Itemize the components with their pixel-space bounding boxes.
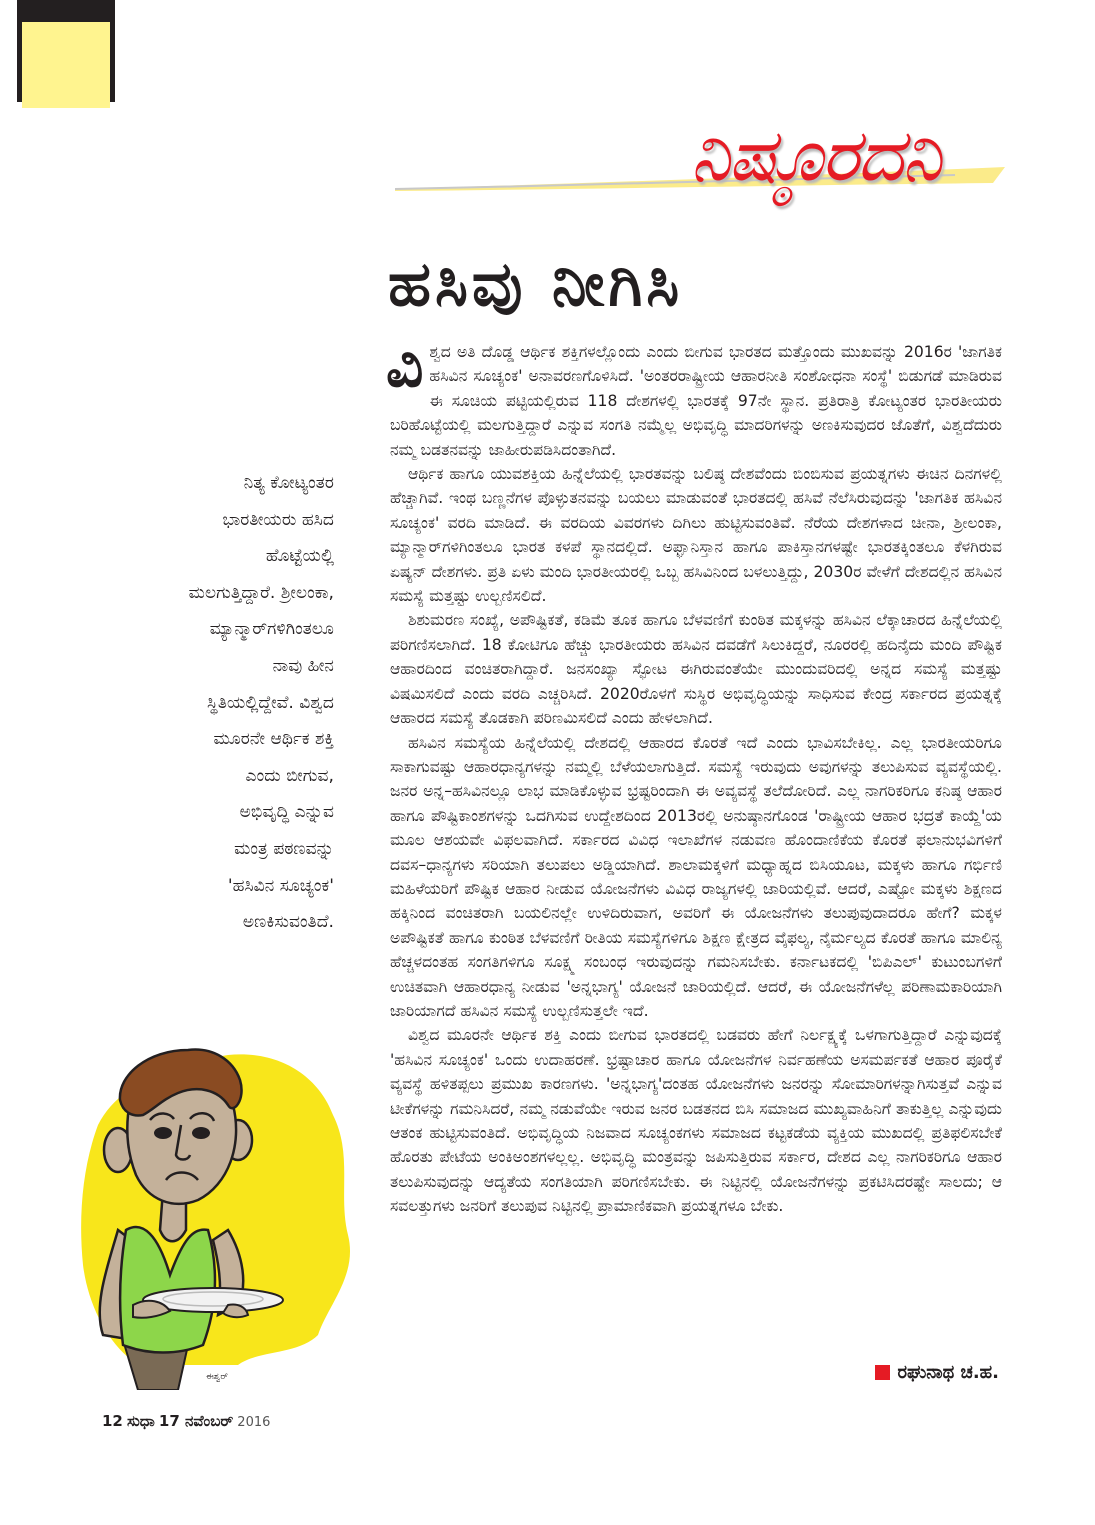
article-body (386, 332, 1002, 1219)
paragraph: ವಿಶ್ವದ ಅತಿ ದೊಡ್ಡ ಆರ್ಥಿಕ ಶಕ್ತಿಗಳಲ್ಲೊಂದು ಎಂದು ಬೀಗುವ ಭಾರತದ ಮತ್ತೊಂದು ಮುಖವನ್ನು 2016ರ 'ಜಾಗತಿಕ ಹಸಿವಿನ ಸೂಚ್ಯಂಕ' ಅನಾವರಣಗೊಳಿಸಿದೆ. 'ಅಂತರರಾಷ್ಟ್ರೀಯ ಆಹಾರನೀತಿ ಸಂಶೋಧನಾ ಸಂಸ್ಥೆ' ಬಿಡುಗಡೆ ಮಾಡಿರುವ ಈ ಸೂಚಿಯ ಪಟ್ಟಿಯಲ್ಲಿರುವ 118 ದೇಶಗಳಲ್ಲಿ ಭಾರತಕ್ಕೆ 97ನೇ ಸ್ಥಾನ. ಪ್ರತಿರಾತ್ರಿ ಕೋಟ್ಯಂತರ ಭಾರತೀಯರು ಬರಿಹೊಟ್ಟೆಯಲ್ಲಿ ಮಲಗುತ್ತಿದ್ದಾರೆ ಎನ್ನುವ ಸಂಗತಿ ನಮ್ಮೆಲ್ಲ ಅಭಿವೃದ್ಧಿ ಮಾದರಿಗಳನ್ನು ಅಣಕಿಸುವುದರ ಜೊತೆಗೆ, ವಿಶ್ವದೆದುರು ನಮ್ಮ ಬಡತನವನ್ನು ಜಾಹೀರುಪಡಿಸಿದಂತಾಗಿದೆ. (386, 332, 1002, 459)
pull-quote-line: ಅಣಕಿಸುವಂತಿದೆ. (242, 912, 334, 933)
paragraph: ಹಸಿವಿನ ಸಮಸ್ಯೆಯ ಹಿನ್ನೆಲೆಯಲ್ಲಿ ದೇಶದಲ್ಲಿ ಆಹಾರದ ಕೊರತೆ ಇದೆ ಎಂದು ಭಾವಿಸಬೇಕಿಲ್ಲ. ಎಲ್ಲ ಭಾರತೀಯರಿಗೂ ಸಾಕಾಗುವಷ್ಟು ಆಹಾರಧಾನ್ಯಗಳನ್ನು ನಮ್ಮಲ್ಲಿ ಬೆಳೆಯಲಾಗುತ್ತಿದೆ. ಸಮಸ್ಯೆ ಇರುವುದು ಅವುಗಳನ್ನು ತಲುಪಿಸುವ ವ್ಯವಸ್ಥೆಯಲ್ಲಿ. ಜನರ ಅನ್ನ–ಹಸಿವಿನಲ್ಲೂ ಲಾಭ ಮಾಡಿಕೊಳ್ಳುವ ಭ್ರಷ್ಟರಿಂದಾಗಿ ಈ ಅವ್ಯವಸ್ಥೆ ತಲೆದೋರಿದೆ. ಎಲ್ಲ ನಾಗರಿಕರಿಗೂ ಕನಿಷ್ಠ ಆಹಾರ ಹಾಗೂ ಪೌಷ್ಟಿಕಾಂಶಗಳನ್ನು ಒದಗಿಸುವ ಉದ್ದೇಶದಿಂದ 2013ರಲ್ಲಿ ಅನುಷ್ಠಾನಗೊಂಡ 'ರಾಷ್ಟ್ರೀಯ ಆಹಾರ ಭದ್ರತೆ ಕಾಯ್ದೆ'ಯ ಮೂಲ ಆಶಯವೇ ವಿಫಲವಾಗಿದೆ. ಸರ್ಕಾರದ ವಿವಿಧ ಇಲಾಖೆಗಳ ನಡುವಣ ಹೊಂದಾಣಿಕೆಯ ಕೊರತೆ ಫಲಾನುಭವಿಗಳಿಗೆ ದವಸ–ಧಾನ್ಯಗಳು ಸರಿಯಾಗಿ ತಲುಪಲು ಅಡ್ಡಿಯಾಗಿದೆ. ಶಾಲಾಮಕ್ಕಳಿಗೆ ಮಧ್ಯಾಹ್ನದ ಬಿಸಿಯೂಟ, ಮಕ್ಕಳು ಹಾಗೂ ಗರ್ಭಿಣಿ ಮಹಿಳೆಯರಿಗೆ ಪೌಷ್ಟಿಕ ಆಹಾರ ನೀಡುವ ಯೋಜನೆಗಳು ವಿವಿಧ ರಾಜ್ಯಗಳಲ್ಲಿ ಜಾರಿಯಲ್ಲಿವೆ. ಆದರೆ, ಎಷ್ಟೋ ಮಕ್ಕಳು ಶಿಕ್ಷಣದ ಹಕ್ಕಿನಿಂದ ವಂಚಿತರಾಗಿ ಬಯಲಿನಲ್ಲೇ ಉಳಿದಿರುವಾಗ, ಅವರಿಗೆ ಈ ಯೋಜನೆಗಳು ತಲುಪುವುದಾದರೂ ಹೇಗೆ? ಮಕ್ಕಳ ಅಪೌಷ್ಟಿಕತೆ ಹಾಗೂ ಕುಂಠಿತ ಬೆಳವಣಿಗೆ ರೀತಿಯ ಸಮಸ್ಯೆಗಳಿಗೂ ಶಿಕ್ಷಣ ಕ್ಷೇತ್ರದ ವೈಫಲ್ಯ, ನೈರ್ಮಲ್ಯದ ಕೊರತೆ ಹಾಗೂ ಮಾಲಿನ್ಯ ಹೆಚ್ಚಳದಂತಹ ಸಂಗತಿಗಳಿಗೂ ಸೂಕ್ಷ್ಮ ಸಂಬಂಧ ಇರುವುದನ್ನು ಗಮನಿಸಬೇಕು. ಕರ್ನಾಟಕದಲ್ಲಿ 'ಬಿಪಿಎಲ್' ಕುಟುಂಬಗಳಿಗೆ ಉಚಿತವಾಗಿ ಆಹಾರಧಾನ್ಯ ನೀಡುವ 'ಅನ್ನಭಾಗ್ಯ' ಯೋಜನೆ ಜಾರಿಯಲ್ಲಿದೆ. ಆದರೆ, ಈ ಯೋಜನೆಗಳೆಲ್ಲ ಪರಿಣಾಮಕಾರಿಯಾಗಿ ಜಾರಿಯಾಗದೆ ಹಸಿವಿನ ಸಮಸ್ಯೆ ಉಲ್ಬಣಿಸುತ್ತಲೇ ಇದೆ. (390, 733, 1002, 1020)
pull-quote-line: ಎಂದು ಬೀಗುವ, (245, 765, 334, 786)
page-folio (102, 1412, 270, 1430)
pull-quote-line: ಮಲಗುತ್ತಿದ್ದಾರೆ. ಶ್ರೀಲಂಕಾ, (188, 582, 334, 603)
artist-signature: ಈಶ್ವರ್ (206, 1372, 229, 1382)
byline (875, 1362, 999, 1383)
pull-quote-line: ನಿತ್ಯ ಕೋಟ್ಯಂತರ (243, 473, 334, 493)
magazine-name: ಸುಧಾ (127, 1412, 155, 1430)
pull-quote-line: ಮಂತ್ರ ಪಠಣವನ್ನು (234, 838, 334, 859)
paragraph: ವಿಶ್ವದ ಮೂರನೇ ಆರ್ಥಿಕ ಶಕ್ತಿ ಎಂದು ಬೀಗುವ ಭಾರತದಲ್ಲಿ ಬಡವರು ಹೇಗೆ ನಿರ್ಲಕ್ಷ್ಯಕ್ಕೆ ಒಳಗಾಗುತ್ತಿದ್ದಾರೆ ಎನ್ನುವುದಕ್ಕೆ 'ಹಸಿವಿನ ಸೂಚ್ಯಂಕ' ಒಂದು ಉದಾಹರಣೆ. ಭ್ರಷ್ಟಾಚಾರ ಹಾಗೂ ಯೋಜನೆಗಳ ನಿರ್ವಹಣೆಯ ಅಸಮರ್ಪಕತೆ ಆಹಾರ ಪೂರೈಕೆ ವ್ಯವಸ್ಥೆ ಹಳಿತಪ್ಪಲು ಪ್ರಮುಖ ಕಾರಣಗಳು. 'ಅನ್ನಭಾಗ್ಯ'ದಂತಹ ಯೋಜನೆಗಳು ಜನರನ್ನು ಸೋಮಾರಿಗಳನ್ನಾಗಿಸುತ್ತವೆ ಎನ್ನುವ ಟೀಕೆಗಳನ್ನು ಗಮನಿಸಿದರೆ, ನಮ್ಮ ನಡುವೆಯೇ ಇರುವ ಜನರ ಬಡತನದ ಬಿಸಿ ಸಮಾಜದ ಮುಖ್ಯವಾಹಿನಿಗೆ ತಾಕುತ್ತಿಲ್ಲ ಎನ್ನುವುದು ಆತಂಕ ಹುಟ್ಟಿಸುವಂತಿದೆ. ಅಭಿವೃದ್ಧಿಯ ನಿಜವಾದ ಸೂಚ್ಯಂಕಗಳು ಸಮಾಜದ ಕಟ್ಟಕಡೆಯ ವ್ಯಕ್ತಿಯ ಮುಖದಲ್ಲಿ ಪ್ರತಿಫಲಿಸಬೇಕೆ ಹೊರತು ಪೇಟೆಯ ಅಂಕಿಅಂಶಗಳಲ್ಲಲ್ಲ. ಅಭಿವೃದ್ಧಿ ಮಂತ್ರವನ್ನು ಜಪಿಸುತ್ತಿರುವ ಸರ್ಕಾರ, ದೇಶದ ಎಲ್ಲ ನಾಗರಿಕರಿಗೂ ಆಹಾರ ತಲುಪಿಸುವುದನ್ನು ಆದ್ಯತೆಯ ಸಂಗತಿಯಾಗಿ ಪರಿಗಣಿಸಬೇಕು. ಈ ನಿಟ್ಟಿನಲ್ಲಿ ಯೋಜನೆಗಳನ್ನು ಪ್ರಕಟಿಸಿದರಷ್ಟೇ ಸಾಲದು; ಆ ಸವಲತ್ತುಗಳು ಜನರಿಗೆ ತಲುಪುವ ನಿಟ್ಟಿನಲ್ಲಿ ಪ್ರಾಮಾಣಿಕವಾಗಿ ಪ್ರಯತ್ನಗಳೂ ಬೇಕು. (390, 1026, 1002, 1216)
pull-quote-line: ಸ್ಥಿತಿಯಲ್ಲಿದ್ದೇವೆ. ವಿಶ್ವದ (206, 692, 334, 713)
pull-quote-line: ಮ್ಯಾನ್ಮಾರ್‌ಗಳಿಗಿಂತಲೂ (209, 619, 334, 640)
red-square-icon (875, 1365, 890, 1380)
issue-year: 2016 (237, 1415, 271, 1430)
pull-quote (120, 465, 334, 941)
drop-cap: ವಿ (386, 332, 424, 400)
paragraph: ಆರ್ಥಿಕ ಹಾಗೂ ಯುವಶಕ್ತಿಯ ಹಿನ್ನೆಲೆಯಲ್ಲಿ ಭಾರತವನ್ನು ಬಲಿಷ್ಠ ದೇಶವೆಂದು ಬಿಂಬಿಸುವ ಪ್ರಯತ್ನಗಳು ಈಚಿನ ದಿನಗಳಲ್ಲಿ ಹೆಚ್ಚಾಗಿವೆ. ಇಂಥ ಬಣ್ಣನೆಗಳ ಪೊಳ್ಳುತನವನ್ನು ಬಯಲು ಮಾಡುವಂತೆ ಭಾರತದಲ್ಲಿ ಹಸಿವೆ ನೆಲೆಸಿರುವುದನ್ನು 'ಜಾಗತಿಕ ಹಸಿವಿನ ಸೂಚ್ಯಂಕ' ವರದಿ ಮಾಡಿದೆ. ಈ ವರದಿಯ ವಿವರಗಳು ದಿಗಿಲು ಹುಟ್ಟಿಸುವಂತಿವೆ. ನೆರೆಯ ದೇಶಗಳಾದ ಚೀನಾ, ಶ್ರೀಲಂಕಾ, ಮ್ಯಾನ್ಮಾರ್‌ಗಳಿಗಿಂತಲೂ ಭಾರತ ಕಳಪೆ ಸ್ಥಾನದಲ್ಲಿದೆ. ಅಫ್ಘಾನಿಸ್ತಾನ ಹಾಗೂ ಪಾಕಿಸ್ತಾನಗಳಷ್ಟೇ ಭಾರತಕ್ಕಿಂತಲೂ ಕೆಳಗಿರುವ ಏಷ್ಯನ್ ದೇಶಗಳು. ಪ್ರತಿ ಏಳು ಮಂದಿ ಭಾರತೀಯರಲ್ಲಿ ಒಬ್ಬ ಹಸಿವಿನಿಂದ ಬಳಲುತ್ತಿದ್ದು, 2030ರ ವೇಳೆಗೆ ದೇಶದಲ್ಲಿನ ಹಸಿವಿನ ಸಮಸ್ಯೆ ಮತ್ತಷ್ಟು ಉಲ್ಬಣಿಸಲಿದೆ. (390, 465, 1002, 606)
author-name: ರಘುನಾಥ ಚ.ಹ. (897, 1362, 999, 1383)
pull-quote-line: ಮೂರನೇ ಆರ್ಥಿಕ ಶಕ್ತಿ (213, 729, 334, 750)
cartoon-illustration (78, 1005, 368, 1390)
page-number: 12 (102, 1412, 123, 1430)
section-title: ನಿಷ್ಠೂರದನಿ (690, 113, 940, 197)
section-banner (395, 105, 1015, 215)
corner-tab-fill (22, 22, 110, 108)
pull-quote-line: ಭಾರತೀಯರು ಹಸಿದ (222, 509, 334, 530)
pull-quote-line: ಅಭಿವೃದ್ಧಿ ಎನ್ನುವ (239, 802, 334, 823)
headline: ಹಸಿವು ನೀಗಿಸಿ (388, 247, 684, 320)
hungry-man-illustration (78, 1005, 368, 1390)
paragraph: ಶಿಶುಮರಣ ಸಂಖ್ಯೆ, ಅಪೌಷ್ಟಿಕತೆ, ಕಡಿಮೆ ತೂಕ ಹಾಗೂ ಬೆಳವಣಿಗೆ ಕುಂಠಿತ ಮಕ್ಕಳನ್ನು ಹಸಿವಿನ ಲೆಕ್ಕಾಚಾರದ ಹಿನ್ನೆಲೆಯಲ್ಲಿ ಪರಿಗಣಿಸಲಾಗಿದೆ. 18 ಕೋಟಿಗೂ ಹೆಚ್ಚು ಭಾರತೀಯರು ಹಸಿವಿನ ದವಡೆಗೆ ಸಿಲುಕಿದ್ದರೆ, ನೂರರಲ್ಲಿ ಹದಿನೈದು ಮಂದಿ ಪೌಷ್ಟಿಕ ಆಹಾರದಿಂದ ವಂಚಿತರಾಗಿದ್ದಾರೆ. ಜನಸಂಖ್ಯಾ ಸ್ಫೋಟ ಈಗಿರುವಂತೆಯೇ ಮುಂದುವರಿದಲ್ಲಿ ಅನ್ನದ ಸಮಸ್ಯೆ ಮತ್ತಷ್ಟು ವಿಷಮಿಸಲಿದೆ ಎಂದು ವರದಿ ಎಚ್ಚರಿಸಿದೆ. 2020ರೊಳಗೆ ಸುಸ್ಥಿರ ಅಭಿವೃದ್ಧಿಯನ್ನು ಸಾಧಿಸುವ ಕೇಂದ್ರ ಸರ್ಕಾರದ ಪ್ರಯತ್ನಕ್ಕೆ ಆಹಾರದ ಸಮಸ್ಯೆ ತೊಡಕಾಗಿ ಪರಿಣಮಿಸಲಿದೆ ಎಂದು ಹೇಳಲಾಗಿದೆ. (390, 611, 1002, 728)
issue-date: 17 ನವೆಂಬರ್ (158, 1412, 234, 1430)
pull-quote-line: ಹೊಟ್ಟೆಯಲ್ಲಿ (265, 546, 334, 567)
pull-quote-line: 'ಹಸಿವಿನ ಸೂಚ್ಯಂಕ' (227, 875, 334, 896)
pull-quote-line: ನಾವು ಹೀನ (272, 655, 334, 676)
